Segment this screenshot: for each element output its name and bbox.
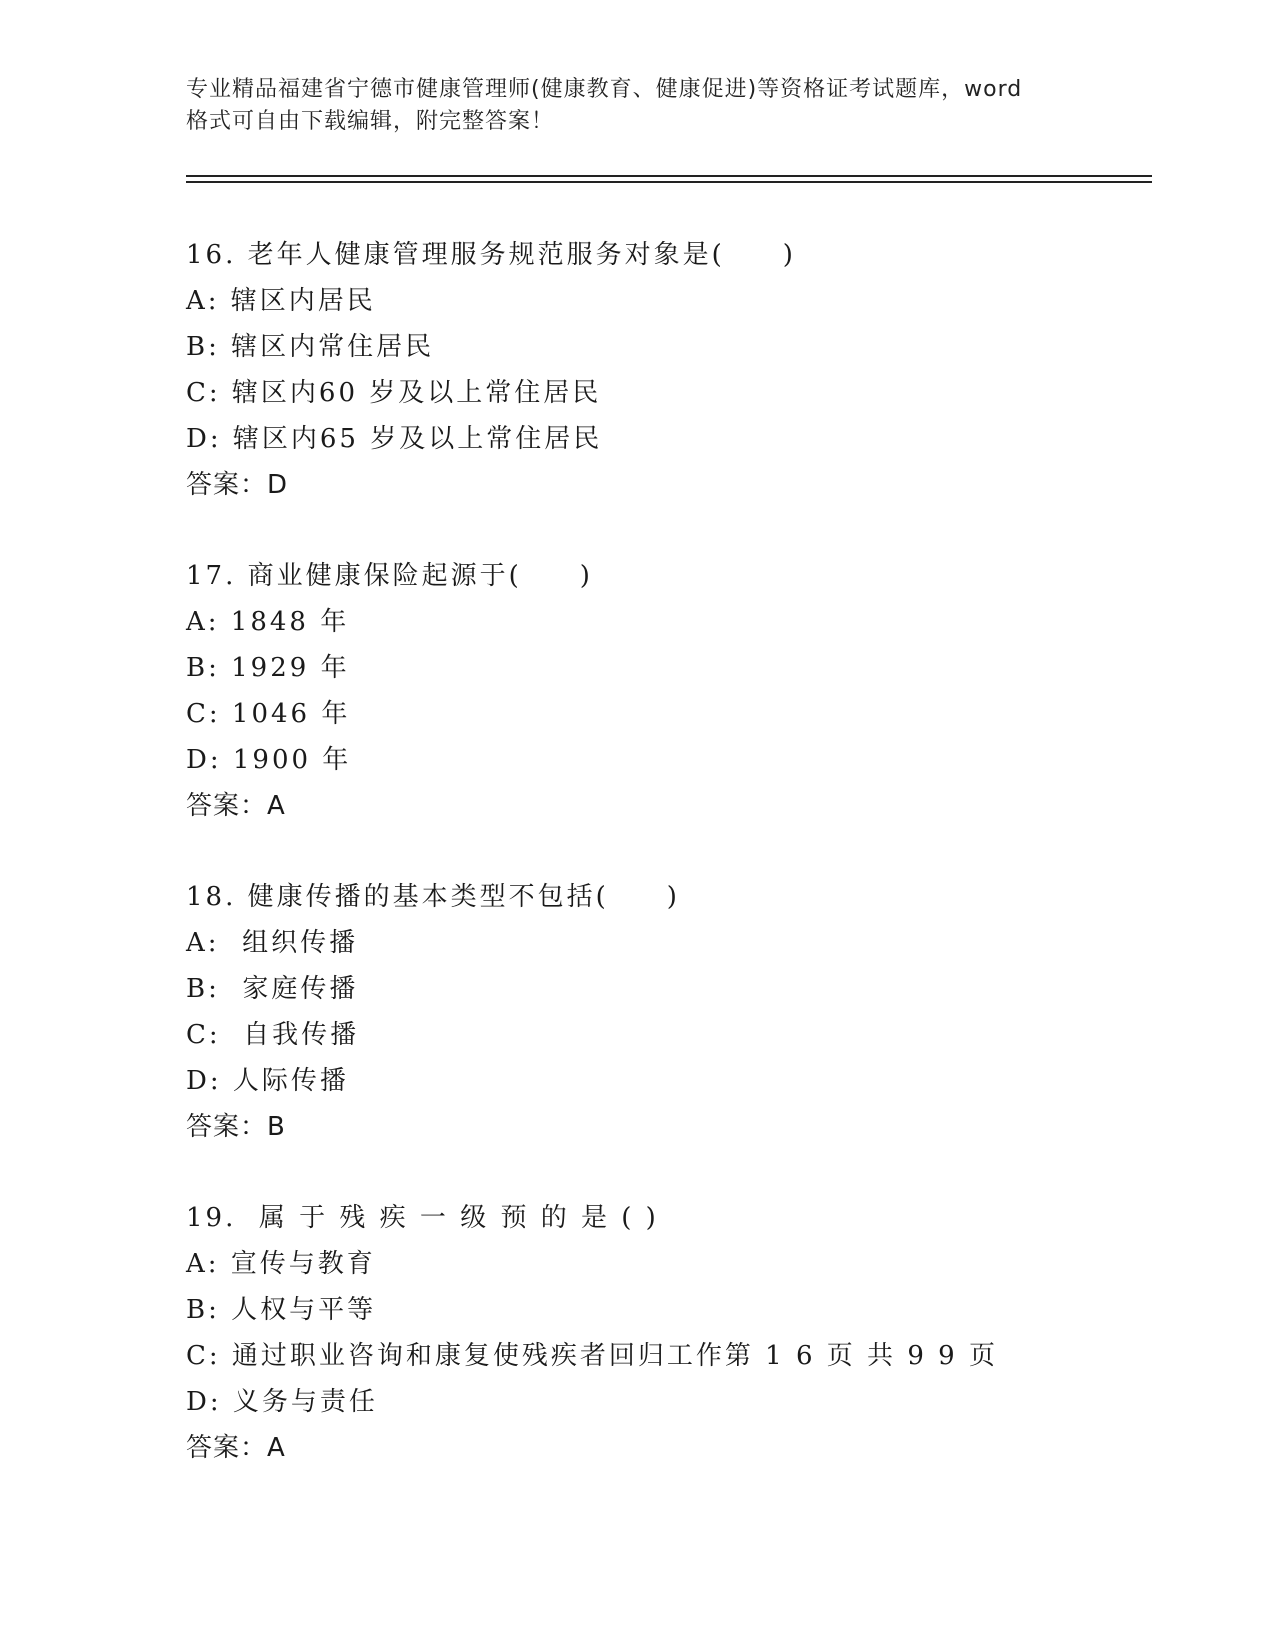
option-c: C: 辖区内60 岁及以上常住居民 — [186, 378, 602, 408]
document-header — [186, 74, 1086, 138]
question-19 — [186, 1195, 1186, 1471]
question-stem: 18. 健康传播的基本类型不包括( ) — [186, 882, 680, 912]
option-a: A: 宣传与教育 — [186, 1249, 376, 1279]
option-b: B: 人权与平等 — [186, 1295, 377, 1325]
option-d: D: 1900 年 — [186, 745, 352, 775]
question-18 — [186, 874, 1186, 1150]
question-stem: 16. 老年人健康管理服务规范服务对象是( ) — [186, 240, 796, 270]
question-17 — [186, 553, 1186, 829]
answer: 答案：A — [186, 791, 286, 821]
option-a: A: 1848 年 — [186, 607, 350, 637]
option-d: D: 义务与责任 — [186, 1387, 378, 1417]
header-divider-bottom — [186, 181, 1152, 183]
option-b: B: 1929 年 — [186, 653, 350, 683]
option-c: C: 1046 年 — [186, 699, 351, 729]
header-line-1: 专业精品福建省宁德市健康管理师(健康教育、健康促进)等资格证考试题库，word — [186, 77, 1023, 102]
question-stem: 19. 属 于 残 疾 一 级 预 的 是 ( ) — [186, 1203, 659, 1233]
option-c: C: 自我传播 — [186, 1020, 360, 1050]
answer: 答案：D — [186, 470, 289, 500]
option-d: D: 辖区内65 岁及以上常住居民 — [186, 424, 603, 454]
header-line-2: 格式可自由下载编辑，附完整答案！ — [186, 109, 555, 134]
option-b: B: 家庭传播 — [186, 974, 359, 1004]
header-divider-top — [186, 175, 1152, 177]
answer: 答案：A — [186, 1433, 286, 1463]
question-16 — [186, 232, 1186, 508]
option-d: D: 人际传播 — [186, 1066, 349, 1096]
answer: 答案：B — [186, 1112, 286, 1142]
option-a: A: 组织传播 — [186, 928, 359, 958]
question-stem: 17. 商业健康保险起源于( ) — [186, 561, 593, 591]
option-a: A: 辖区内居民 — [186, 286, 376, 316]
option-b: B: 辖区内常住居民 — [186, 332, 435, 362]
option-c: C: 通过职业咨询和康复使残疾者回归工作第 1 6 页 共 9 9 页 — [186, 1341, 998, 1371]
